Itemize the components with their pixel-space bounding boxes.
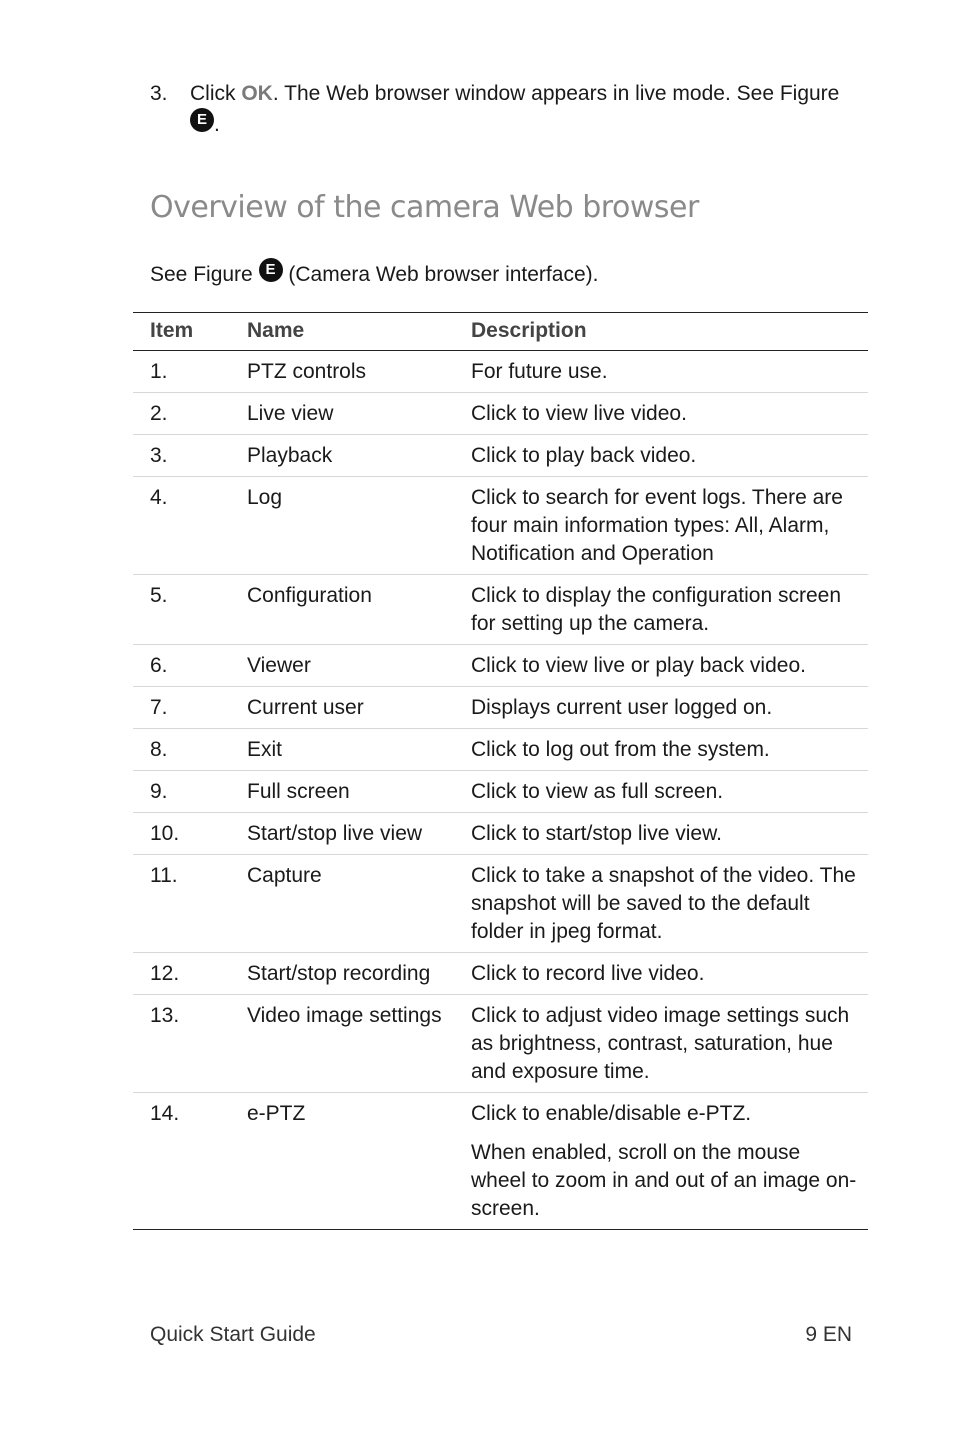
cell-description [471, 995, 868, 1093]
cell-name: Live view [247, 393, 471, 435]
cell-description [471, 477, 868, 575]
cell-item: 7. [133, 687, 247, 729]
table-row [133, 1093, 868, 1230]
cell-item: 6. [133, 645, 247, 687]
ok-label: OK [241, 82, 273, 105]
cell-item: 9. [133, 771, 247, 813]
see-after: (Camera Web browser interface). [282, 263, 599, 286]
table-row [133, 477, 868, 575]
header-description: Description [471, 313, 868, 351]
table-row [133, 351, 868, 393]
cell-name: Playback [247, 435, 471, 477]
cell-item: 12. [133, 953, 247, 995]
cell-name: Start/stop live view [247, 813, 471, 855]
cell-item: 10. [133, 813, 247, 855]
step-text-middle: . The Web browser window appears in live mode. See Figure [272, 82, 840, 105]
cell-description [471, 393, 868, 435]
cell-name: e-PTZ [247, 1093, 471, 1230]
cell-item: 1. [133, 351, 247, 393]
cell-name: Exit [247, 729, 471, 771]
description-paragraph: Click to log out from the system. [471, 738, 770, 761]
figure-e-badge-icon: E [190, 108, 214, 132]
cell-name: Viewer [247, 645, 471, 687]
cell-item: 4. [133, 477, 247, 575]
cell-description [471, 575, 868, 645]
description-paragraph: Click to take a snapshot of the video. The snapshot will be saved to the default folder in jpeg format. [471, 864, 856, 943]
cell-name: Start/stop recording [247, 953, 471, 995]
table-row [133, 729, 868, 771]
cell-item: 8. [133, 729, 247, 771]
cell-description [471, 813, 868, 855]
description-paragraph: Click to record live video. [471, 962, 705, 985]
table-row [133, 687, 868, 729]
cell-name: Capture [247, 855, 471, 953]
cell-item: 2. [133, 393, 247, 435]
description-paragraph: Click to start/stop live view. [471, 822, 722, 845]
table-row [133, 393, 868, 435]
description-paragraph: Click to display the configuration screen for setting up the camera. [471, 584, 842, 635]
cell-name: Log [247, 477, 471, 575]
step-text [190, 80, 840, 139]
description-paragraph: Click to enable/disable e-PTZ. [471, 1102, 752, 1125]
table-row [133, 435, 868, 477]
footer-title: Quick Start Guide [150, 1323, 316, 1346]
table-row [133, 771, 868, 813]
cell-description [471, 435, 868, 477]
cell-description [471, 1093, 868, 1230]
description-paragraph: Displays current user logged on. [471, 696, 773, 719]
step-text-after: . [214, 113, 220, 136]
cell-name: PTZ controls [247, 351, 471, 393]
description-paragraph: For future use. [471, 360, 608, 383]
cell-description [471, 687, 868, 729]
see-before: See Figure [150, 263, 259, 286]
table-row [133, 813, 868, 855]
table-row [133, 953, 868, 995]
description-paragraph: Click to view as full screen. [471, 780, 724, 803]
see-figure-line [150, 258, 598, 289]
cell-name: Configuration [247, 575, 471, 645]
cell-description [471, 855, 868, 953]
description-paragraph: Click to view live or play back video. [471, 654, 806, 677]
table-row [133, 645, 868, 687]
cell-item: 13. [133, 995, 247, 1093]
cell-description [471, 645, 868, 687]
page-number: 9 EN [805, 1323, 852, 1346]
step-number: 3. [150, 82, 168, 105]
header-name: Name [247, 313, 471, 351]
table-row [133, 575, 868, 645]
cell-description [471, 771, 868, 813]
cell-description [471, 953, 868, 995]
cell-item: 11. [133, 855, 247, 953]
cell-description [471, 351, 868, 393]
step-3 [150, 80, 840, 139]
table-row [133, 855, 868, 953]
description-paragraph: When enabled, scroll on the mouse wheel to zoom in and out of an image on-screen. [471, 1141, 857, 1220]
cell-item: 5. [133, 575, 247, 645]
cell-item: 3. [133, 435, 247, 477]
cell-name: Full screen [247, 771, 471, 813]
items-table [133, 312, 868, 1230]
cell-name: Video image settings [247, 995, 471, 1093]
table-row [133, 995, 868, 1093]
description-paragraph: Click to play back video. [471, 444, 697, 467]
description-paragraph: Click to adjust video image settings such as brightness, contrast, saturation, hue and exposure time. [471, 1004, 850, 1083]
description-paragraph: Click to search for event logs. There are four main information types: All, Alarm, Notification and Operation [471, 486, 843, 565]
cell-description [471, 729, 868, 771]
description-paragraph: Click to view live video. [471, 402, 687, 425]
cell-item: 14. [133, 1093, 247, 1230]
cell-name: Current user [247, 687, 471, 729]
section-heading: Overview of the camera Web browser [150, 190, 699, 225]
table-header-row [133, 313, 868, 351]
figure-e-badge-icon: E [259, 258, 283, 282]
header-item: Item [133, 313, 247, 351]
step-text-before: Click [190, 82, 242, 105]
